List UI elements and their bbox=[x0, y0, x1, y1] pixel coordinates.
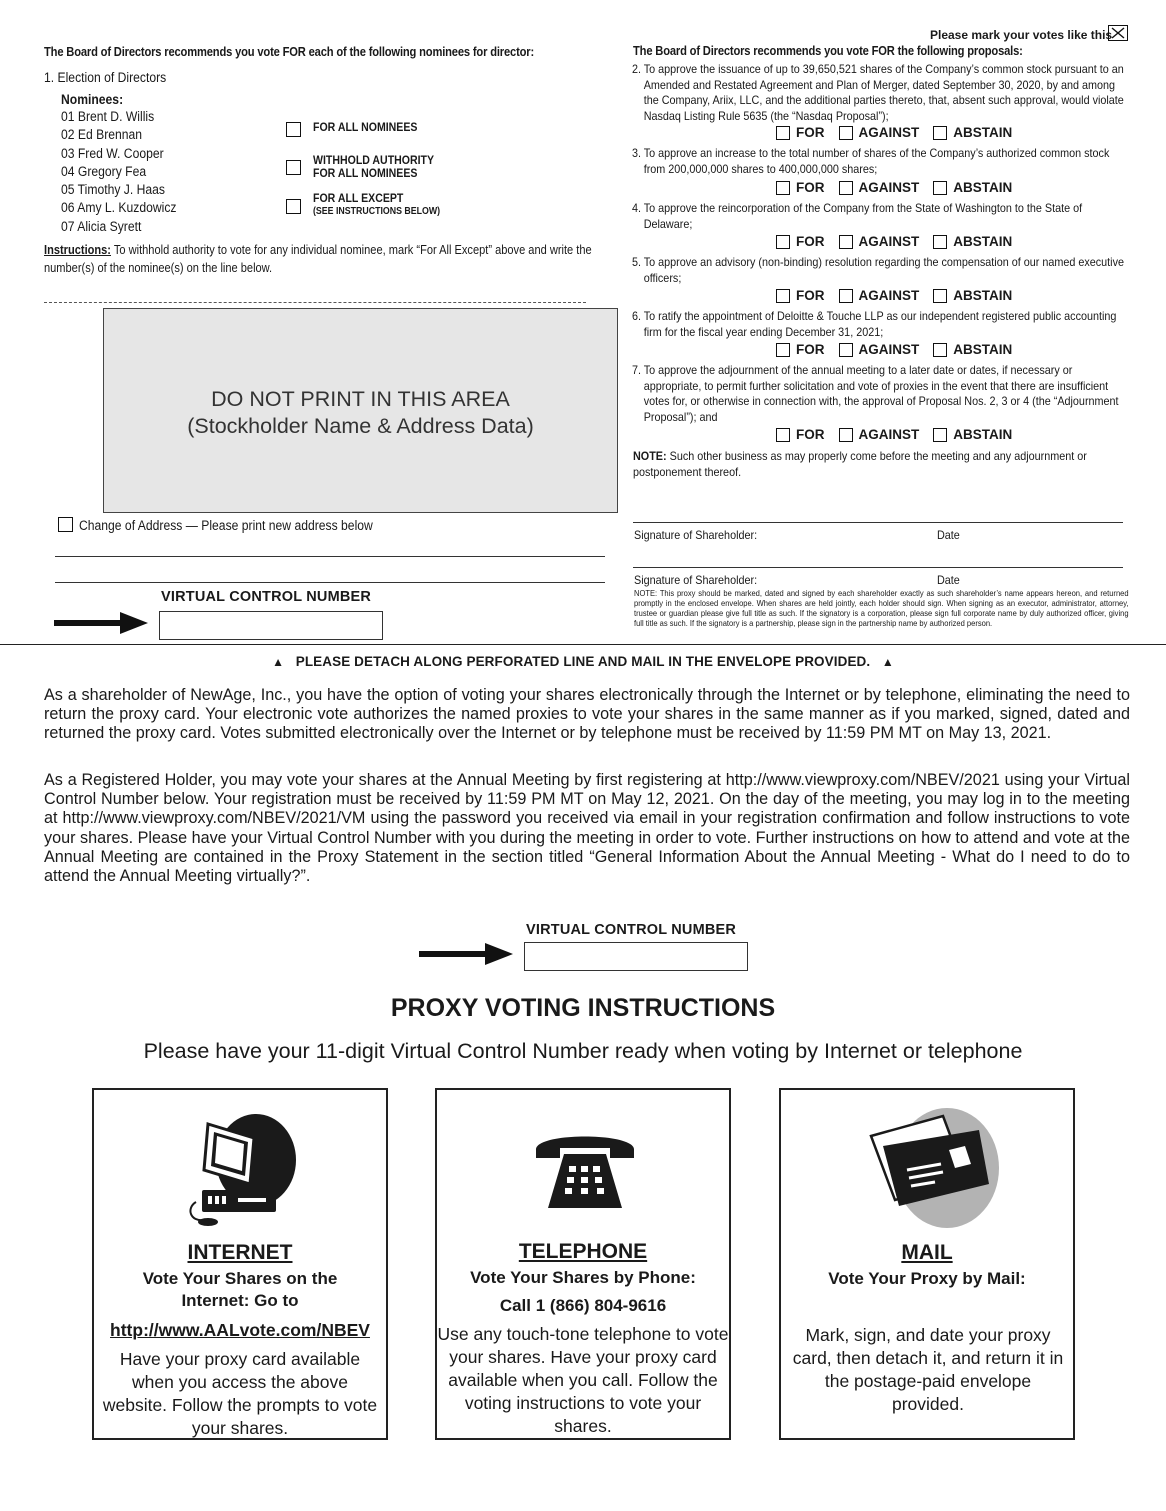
change-of-address-checkbox[interactable] bbox=[58, 517, 73, 532]
internet-card bbox=[92, 1088, 388, 1440]
for-all-nominees-label: FOR ALL NOMINEES bbox=[313, 120, 418, 134]
date-label-2: Date bbox=[937, 573, 960, 587]
mail-title: MAIL bbox=[901, 1241, 953, 1264]
proposal-2-votes bbox=[776, 125, 1022, 140]
detach-text: PLEASE DETACH ALONG PERFORATED LINE AND MAIL IN THE ENVELOPE PROVIDED. bbox=[295, 654, 871, 669]
withhold-instructions bbox=[44, 241, 610, 277]
proposal-2-against-checkbox[interactable] bbox=[839, 126, 853, 140]
vcn-label-top: VIRTUAL CONTROL NUMBER bbox=[161, 589, 372, 605]
for-all-nominees-checkbox[interactable] bbox=[286, 122, 301, 137]
internet-sub2: Internet: Go to bbox=[181, 1291, 299, 1310]
for-all-except-label bbox=[313, 192, 440, 218]
sample-mark-icon bbox=[1108, 25, 1128, 41]
note-label: NOTE: bbox=[633, 449, 667, 463]
mark-hint-text: Please mark your votes like this bbox=[930, 28, 1113, 42]
nominees-label: Nominees: bbox=[61, 92, 124, 107]
nominee-writein-line[interactable] bbox=[44, 302, 586, 303]
proposal-number: 3. bbox=[632, 146, 642, 160]
perforated-line bbox=[0, 644, 1166, 645]
internet-title: INTERNET bbox=[187, 1241, 293, 1264]
against-label: AGAINST bbox=[858, 125, 920, 140]
up-triangle-icon: ▲ bbox=[272, 655, 285, 669]
proposal-text: To approve an advisory (non-binding) resolution regarding the compensation of our named executive officers; bbox=[643, 255, 1124, 285]
registered-holder-paragraph: As a Registered Holder, you may vote your shares at the Annual Meeting by first registering at http://www.viewproxy.com/NBEV/2021 using your Virtual Control Number below. Your registration must be received by 11:59 PM MT on May 12, 2021. On the day of the meeting, you may log in to the meeting at http://www.viewproxy.com/NBEV/2021/VM using the password you received via email in your registration confirmation and follow instructions to vote your shares. Please have your Virtual Control Number with you during the meeting in order to vote. Further instructions on how to attend and vote at the Annual Meeting are contained in the Proxy Statement in the section titled “General Information About the Annual Meeting - What do I need to do to attend the Annual Meeting virtually?”. bbox=[44, 771, 1130, 886]
abstain-label: ABSTAIN bbox=[953, 342, 1013, 357]
withhold-line1: WITHHOLD AUTHORITY bbox=[313, 153, 435, 167]
address-data-area bbox=[103, 308, 618, 513]
proposal-number: 4. bbox=[632, 201, 642, 215]
arrow-right-icon bbox=[54, 610, 150, 636]
abstain-label: ABSTAIN bbox=[953, 427, 1013, 442]
signature-label-2: Signature of Shareholder: bbox=[634, 573, 758, 587]
mark-hint bbox=[930, 28, 1112, 42]
proposal-number: 6. bbox=[632, 309, 642, 323]
proposal-7-for-checkbox[interactable] bbox=[776, 428, 790, 442]
nominee: 06 Amy L. Kuzdowicz bbox=[61, 200, 177, 216]
proposal-number: 7. bbox=[632, 363, 642, 377]
proposal-6-votes bbox=[776, 342, 1022, 357]
for-label: FOR bbox=[796, 288, 825, 303]
nominee: 04 Gregory Fea bbox=[61, 163, 147, 179]
mail-sub1: Vote Your Proxy by Mail: bbox=[828, 1269, 1026, 1288]
proposal-3-abstain-checkbox[interactable] bbox=[933, 181, 947, 195]
proposal-6-against-checkbox[interactable] bbox=[839, 343, 853, 357]
proposal-4-against-checkbox[interactable] bbox=[839, 235, 853, 249]
proposal-number: 2. bbox=[632, 62, 642, 76]
proposal-7 bbox=[632, 363, 1129, 425]
withhold-authority-checkbox[interactable] bbox=[286, 160, 301, 175]
proposal-text: To approve the reincorporation of the Company from the State of Washington to the State of Delaware; bbox=[643, 201, 1083, 231]
telephone-card bbox=[435, 1088, 731, 1440]
for-label: FOR bbox=[796, 125, 825, 140]
proposal-5 bbox=[632, 255, 1129, 286]
other-business-note bbox=[633, 448, 1126, 480]
telephone-icon bbox=[530, 1124, 640, 1214]
proposal-4-votes bbox=[776, 234, 1022, 249]
proposal-3-votes bbox=[776, 180, 1022, 195]
nominee: 01 Brent D. Willis bbox=[61, 109, 155, 124]
proposal-5-against-checkbox[interactable] bbox=[839, 289, 853, 303]
do-not-print-line2: (Stockholder Name & Address Data) bbox=[187, 414, 534, 438]
vcn-box-top bbox=[159, 611, 383, 640]
nominee: 07 Alicia Syrett bbox=[61, 218, 142, 234]
against-label: AGAINST bbox=[858, 427, 920, 442]
except-line2: (SEE INSTRUCTIONS BELOW) bbox=[313, 206, 441, 217]
proposal-5-votes bbox=[776, 288, 1022, 303]
directors-item: 1. Election of Directors bbox=[44, 70, 167, 85]
proposal-text: To approve an increase to the total number of shares of the Company’s authorized common stock from 200,000,000 shares to 400,000,000 shares; bbox=[643, 146, 1110, 176]
abstain-label: ABSTAIN bbox=[953, 234, 1013, 249]
signature-line-2[interactable] bbox=[633, 567, 1123, 568]
for-label: FOR bbox=[796, 180, 825, 195]
internet-sub bbox=[94, 1268, 386, 1312]
nominee: 02 Ed Brennan bbox=[61, 127, 143, 143]
new-address-line-1[interactable] bbox=[55, 556, 605, 557]
instructions-title: PROXY VOTING INSTRUCTIONS bbox=[390, 994, 776, 1022]
mail-card bbox=[779, 1088, 1075, 1440]
telephone-body: Use any touch-tone telephone to vote your shares. Have your proxy card available when you call. Follow the voting instructions to vote your shares. bbox=[437, 1324, 729, 1436]
telephone-number[interactable]: Call 1 (866) 804-9616 bbox=[499, 1296, 667, 1315]
except-line1: FOR ALL EXCEPT bbox=[313, 191, 404, 205]
abstain-label: ABSTAIN bbox=[953, 288, 1013, 303]
for-all-except-checkbox[interactable] bbox=[286, 199, 301, 214]
proposal-2-abstain-checkbox[interactable] bbox=[933, 126, 947, 140]
proposal-6-for-checkbox[interactable] bbox=[776, 343, 790, 357]
electronic-voting-paragraph: As a shareholder of NewAge, Inc., you have the option of voting your shares electronically through the Internet or by telephone, eliminating the need to return the proxy card. Your electronic vote authorizes the named proxies to vote your shares in the same manner as if you marked, signed, dated and returned the proxy card. Votes submitted electronically over the Internet or by telephone must be received by 11:59 PM MT on May 13, 2021. bbox=[44, 686, 1130, 743]
nominee-list bbox=[61, 108, 176, 236]
telephone-sub1: Vote Your Shares by Phone: bbox=[470, 1268, 696, 1287]
signature-label-1: Signature of Shareholder: bbox=[634, 528, 758, 542]
telephone-title: TELEPHONE bbox=[518, 1240, 648, 1263]
up-triangle-icon: ▲ bbox=[881, 655, 894, 669]
proposal-text: To ratify the appointment of Deloitte & Touche LLP as our independent registered public accounting firm for the fiscal year ending December 31, 2021; bbox=[643, 309, 1117, 339]
internet-link[interactable]: http://www.AALvote.com/NBEV bbox=[110, 1320, 370, 1340]
proposal-6 bbox=[632, 309, 1129, 340]
instructions-subtitle: Please have your 11-digit Virtual Control Number ready when voting by Internet or telephone bbox=[143, 1039, 1023, 1063]
for-label: FOR bbox=[796, 342, 825, 357]
change-of-address-label: Change of Address — Please print new address below bbox=[79, 518, 373, 533]
proposal-number: 5. bbox=[632, 255, 642, 269]
nominee: 05 Timothy J. Haas bbox=[61, 182, 166, 198]
proposal-6-abstain-checkbox[interactable] bbox=[933, 343, 947, 357]
proposal-3 bbox=[632, 146, 1129, 177]
withhold-authority-label bbox=[313, 154, 434, 180]
signature-line-1[interactable] bbox=[633, 522, 1123, 523]
nominee: 03 Fred W. Cooper bbox=[61, 145, 164, 161]
proposal-text: To approve the adjournment of the annual meeting to a later date or dates, if necessary or appropriate, to permit further solicitation and vote of proxies in the event that there are insufficient votes for, or otherwise in connection with, the approval of Proposal Nos. 2, 3 or 4 (the “Adjournment Proposal”); and bbox=[643, 363, 1119, 424]
internet-body: Have your proxy card available when you access the above website. Follow the prompts to vote your shares. bbox=[102, 1349, 378, 1438]
vcn-label-bottom: VIRTUAL CONTROL NUMBER bbox=[526, 922, 737, 938]
proposal-5-for-checkbox[interactable] bbox=[776, 289, 790, 303]
proposal-2-for-checkbox[interactable] bbox=[776, 126, 790, 140]
instructions-text: To withhold authority to vote for any individual nominee, mark “For All Except” above and write the number(s) of the nominee(s) on the line below. bbox=[44, 243, 592, 275]
against-label: AGAINST bbox=[858, 288, 920, 303]
proposals-heading: The Board of Directors recommends you vote FOR the following proposals: bbox=[633, 43, 1023, 58]
for-label: FOR bbox=[796, 427, 825, 442]
against-label: AGAINST bbox=[858, 180, 920, 195]
directors-heading: The Board of Directors recommends you vote FOR each of the following nominees for director: bbox=[44, 44, 535, 59]
abstain-label: ABSTAIN bbox=[953, 180, 1013, 195]
proposal-3-against-checkbox[interactable] bbox=[839, 181, 853, 195]
for-label: FOR bbox=[796, 234, 825, 249]
date-label-1: Date bbox=[937, 528, 960, 542]
signing-instructions: NOTE: This proxy should be marked, dated and signed by each shareholder exactly as such shareholder’s name appears hereon, and returned promptly in the enclosed envelope. When shares are held jointly, each holder should sign. When signing as an executor, administrator, attorney, trustee or guardian please give full title as such. If the signatory is a corporation, please sign full corporate name by duly authorized officer, giving full title as such. If the signatory is a partnership, please sign in the partnership name by authorized person. bbox=[634, 588, 1129, 628]
withhold-line2: FOR ALL NOMINEES bbox=[313, 166, 418, 180]
proposal-4-abstain-checkbox[interactable] bbox=[933, 235, 947, 249]
proposal-7-votes bbox=[776, 427, 1022, 442]
envelope-icon bbox=[859, 1106, 1001, 1230]
instructions-label: Instructions: bbox=[44, 243, 111, 257]
new-address-line-2[interactable] bbox=[55, 582, 605, 583]
proposal-4-for-checkbox[interactable] bbox=[776, 235, 790, 249]
proposal-text: To approve the issuance of up to 39,650,521 shares of the Company’s common stock pursuant to an Amended and Restated Agreement and Plan of Merger, dated September 30, 2020, by and among the Company, Ariix, LLC, and the additional parties thereto, that, absent such approval, would violate Nasdaq Listing Rule 5635 (the “Nasdaq Proposal”); bbox=[643, 62, 1124, 123]
proposal-3-for-checkbox[interactable] bbox=[776, 181, 790, 195]
proposal-7-abstain-checkbox[interactable] bbox=[933, 428, 947, 442]
abstain-label: ABSTAIN bbox=[953, 125, 1013, 140]
against-label: AGAINST bbox=[858, 342, 920, 357]
proposal-7-against-checkbox[interactable] bbox=[839, 428, 853, 442]
note-text: Such other business as may properly come before the meeting and any adjournment or postponement thereof. bbox=[633, 449, 1087, 479]
internet-sub1: Vote Your Shares on the bbox=[142, 1269, 338, 1288]
against-label: AGAINST bbox=[858, 234, 920, 249]
vcn-box-bottom bbox=[524, 942, 748, 971]
proposal-4 bbox=[632, 201, 1129, 232]
arrow-right-icon bbox=[419, 941, 515, 967]
mail-body: Mark, sign, and date your proxy card, then detach it, and return it in the postage-paid envelope provided. bbox=[792, 1325, 1064, 1414]
do-not-print-line1: DO NOT PRINT IN THIS AREA bbox=[211, 387, 510, 411]
proposal-2 bbox=[632, 62, 1129, 124]
computer-icon bbox=[186, 1110, 298, 1226]
detach-banner bbox=[0, 654, 1166, 669]
proposal-5-abstain-checkbox[interactable] bbox=[933, 289, 947, 303]
